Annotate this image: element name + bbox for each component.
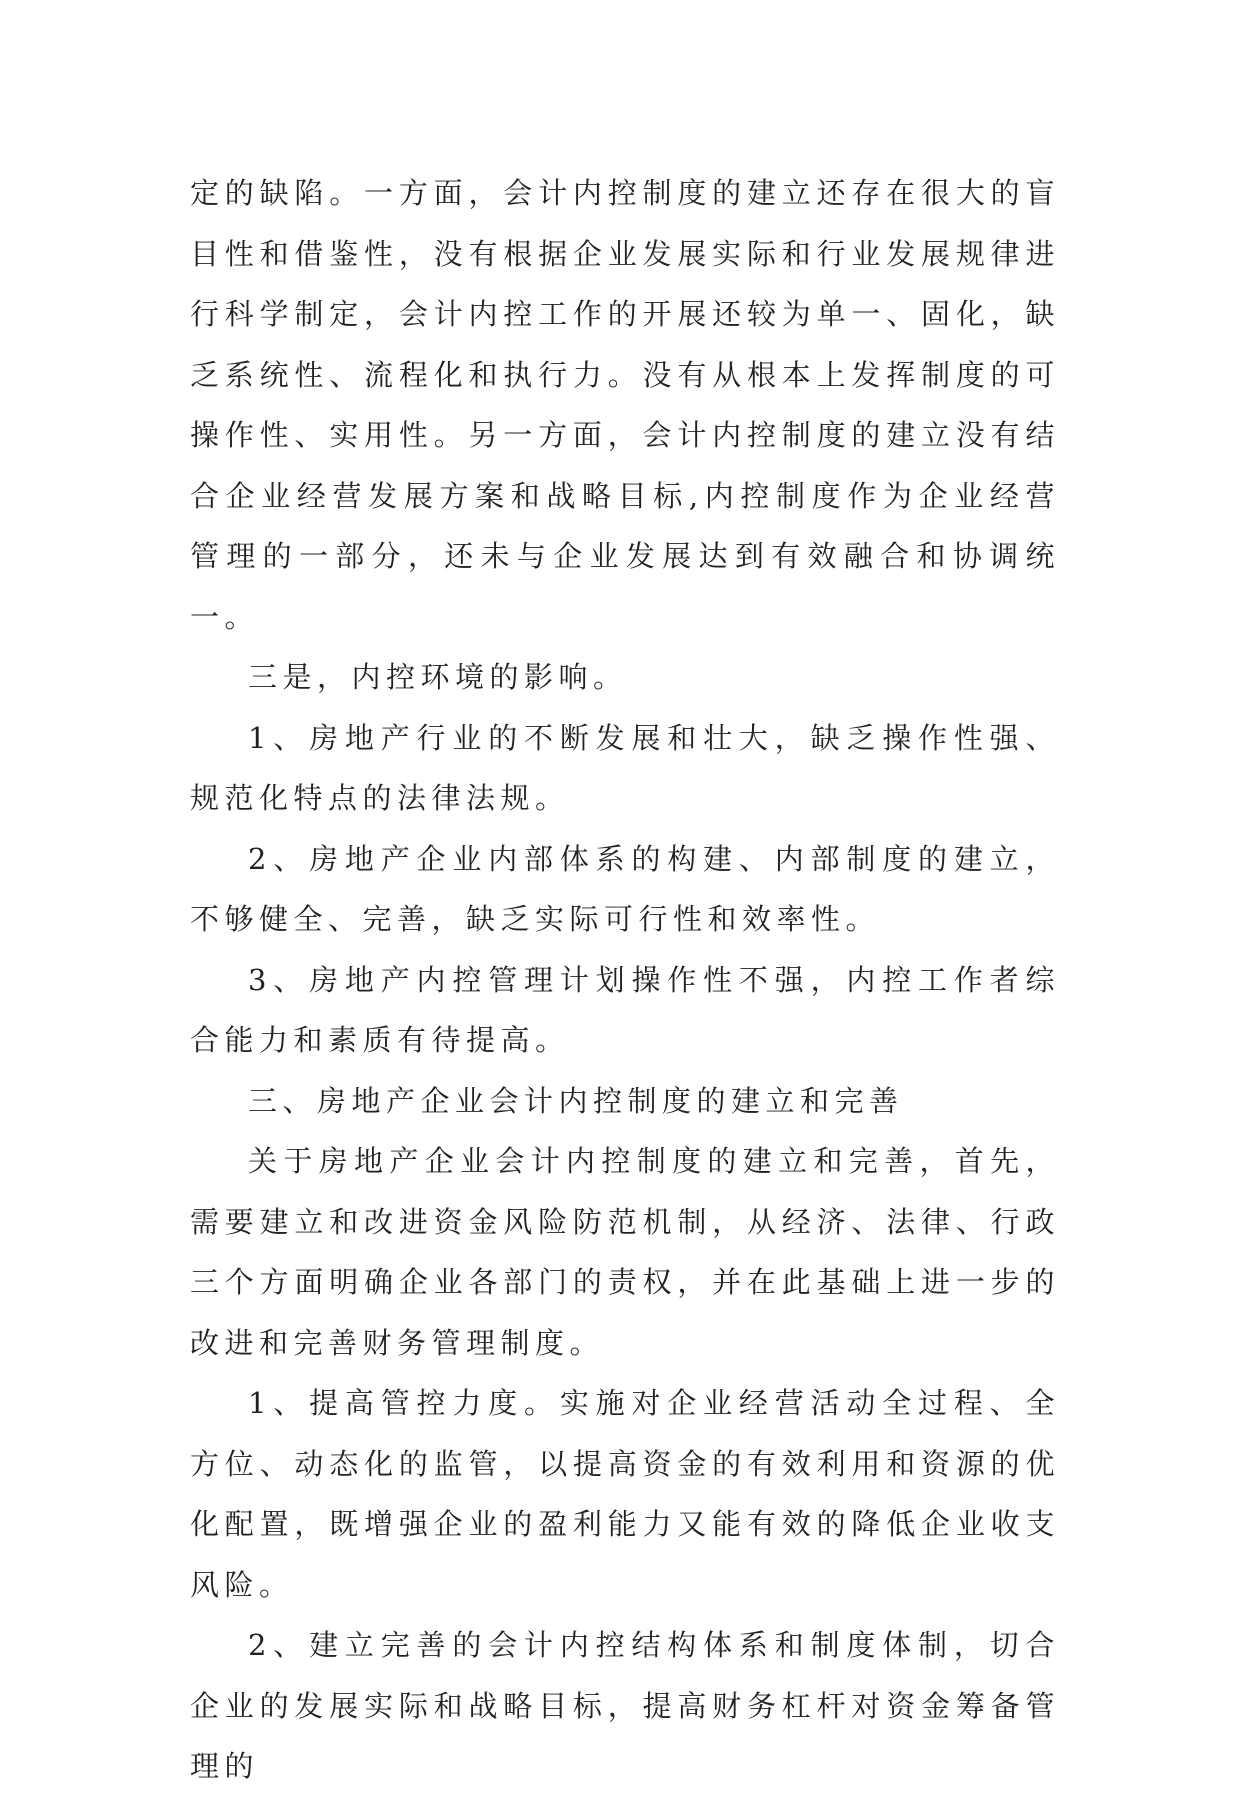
paragraph-5: 3、房地产内控管理计划操作性不强，内控工作者综合能力和素质有待提高。 xyxy=(190,962,1060,1057)
paragraph-7: 关于房地产企业会计内控制度的建立和完善，首先，需要建立和改进资金风险防范机制，从经济、法律、行政三个方面明确企业各部门的责权，并在此基础上进一步的改进和完善财务管理制度。 xyxy=(190,1144,1060,1360)
paragraph-8: 1、提高管控力度。实施对企业经营活动全过程、全方位、动态化的监管，以提高资金的有效利用和资源的优化配置，既增强企业的盈利能力又能有效的降低企业收支风险。 xyxy=(190,1386,1060,1602)
paragraph-3: 1、房地产行业的不断发展和壮大，缺乏操作性强、规范化特点的法律法规。 xyxy=(190,720,1060,815)
section-heading: 三、房地产企业会计内控制度的建立和完善 xyxy=(248,1083,904,1118)
paragraph-1: 定的缺陷。一方面，会计内控制度的建立还存在很大的盲目性和借鉴性，没有根据企业发展实际和行业发展规律进行科学制定，会计内控工作的开展还较为单一、固化，缺乏系统性、流程化和执行力。没有从根本上发挥制度的可操作性、实用性。另一方面，会计内控制度的建立没有结合企业经营发展方案和战略目标,内控制度作为企业经营管理的一部分，还未与企业发展达到有效融合和协调统一。 xyxy=(190,176,1060,634)
paragraph-4: 2、房地产企业内部体系的构建、内部制度的建立，不够健全、完善，缺乏实际可行性和效率性。 xyxy=(190,841,1060,936)
document-body xyxy=(190,163,1060,1797)
paragraph-9: 2、建立完善的会计内控结构体系和制度体制，切合企业的发展实际和战略目标，提高财务杠杆对资金筹备管理的 xyxy=(190,1628,1060,1783)
paragraph-2: 三是，内控环境的影响。 xyxy=(248,660,628,694)
